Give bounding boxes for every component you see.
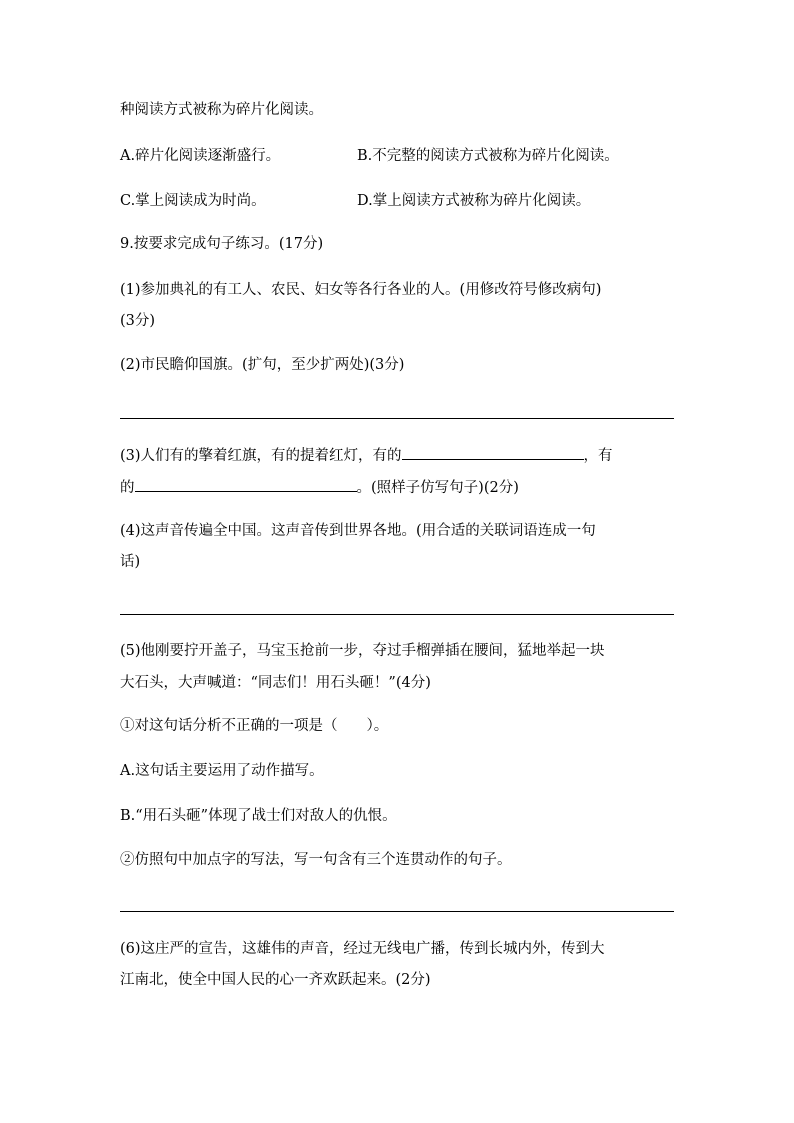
q1-line-2: (3分) (120, 313, 156, 329)
option-c: C.掌上阅读成为时尚。 (120, 193, 266, 209)
q3-line-1 (120, 445, 613, 466)
q1-line-1: (1)参加典礼的有工人、农民、妇女等各行各业的人。(用修改符号修改病句) (120, 282, 602, 298)
text-line-top: 种阅读方式被称为碎片化阅读。 (120, 102, 323, 118)
q4-line-2: 话) (120, 554, 141, 570)
q3-part-1: (3)人们有的擎着红旗，有的提着红灯，有的 (120, 448, 402, 464)
q3-part-4: 。(照样子仿写句子)(2分) (356, 480, 519, 496)
q3-line-2 (120, 477, 519, 498)
q5-line-1: (5)他刚要拧开盖子，马宝玉抢前一步，夺过手榴弹插在腰间，猛地举起一块 (120, 643, 605, 659)
q5-sub-question-2: ②仿照句中加点字的写法，写一句含有三个连贯动作的句子。 (120, 852, 512, 868)
q5-line-2: 大石头，大声喊道：“同志们！用石头砸！”(4分) (120, 675, 431, 691)
question-9-title: 9.按要求完成句子练习。(17分) (120, 236, 324, 252)
answer-line-q5[interactable] (120, 911, 674, 912)
q5-sub-question-1: ①对这句话分析不正确的一项是（ ）。 (120, 718, 389, 734)
q3-blank-2[interactable] (135, 477, 357, 492)
q5-option-b: B.“用石头砸”体现了战士们对敌人的仇恨。 (120, 808, 397, 824)
q5-option-a: A.这句话主要运用了动作描写。 (120, 763, 324, 779)
answer-line-q2[interactable] (120, 418, 674, 419)
q3-blank-1[interactable] (402, 445, 584, 460)
q2-text: (2)市民瞻仰国旗。(扩句，至少扩两处)(3分) (120, 357, 405, 373)
q3-part-3: 的 (120, 480, 135, 496)
option-b: B.不完整的阅读方式被称为碎片化阅读。 (357, 148, 619, 164)
q4-line-1: (4)这声音传遍全中国。这声音传到世界各地。(用合适的关联词语连成一句 (120, 523, 596, 539)
answer-line-q4[interactable] (120, 614, 674, 615)
option-d: D.掌上阅读方式被称为碎片化阅读。 (357, 193, 591, 209)
q6-line-1: (6)这庄严的宣告，这雄伟的声音，经过无线电广播，传到长城内外，传到大 (120, 941, 605, 957)
option-a: A.碎片化阅读逐渐盛行。 (120, 148, 281, 164)
q3-part-2: ，有 (583, 448, 613, 464)
q6-line-2: 江南北，使全中国人民的心一齐欢跃起来。(2分) (120, 972, 431, 988)
